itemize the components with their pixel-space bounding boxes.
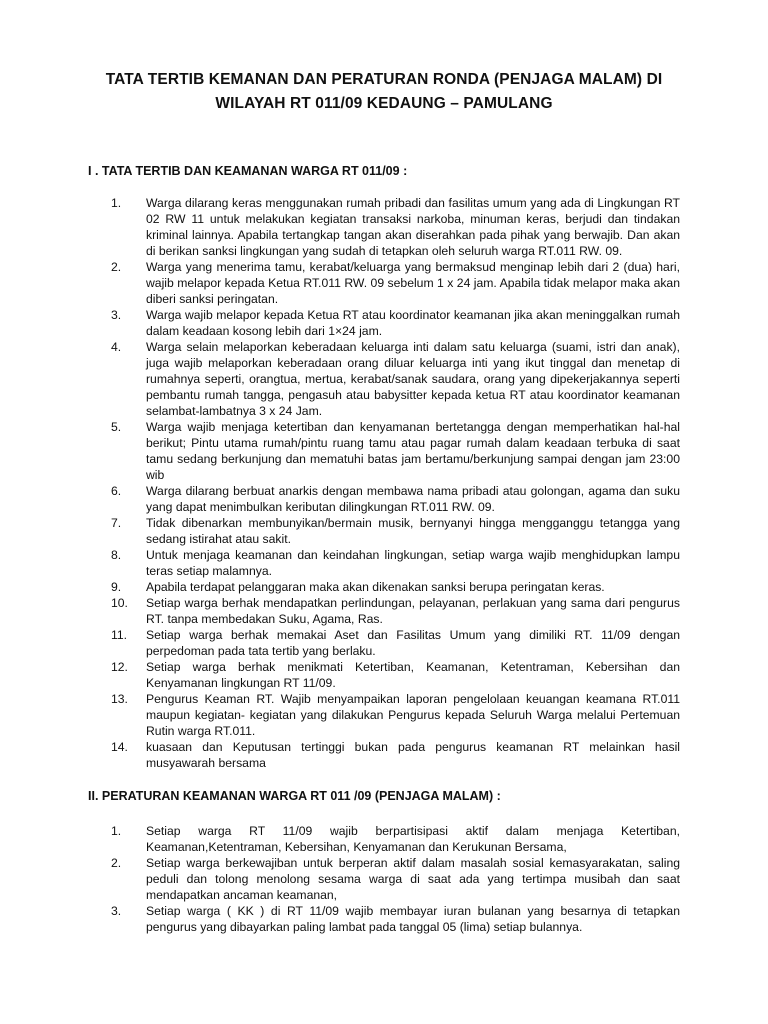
- list-item: [88, 823, 680, 855]
- list-item-text: Warga selain melaporkan keberadaan keluarga inti dalam satu keluarga (suami, istri dan anak), juga wajib melaporkan keberadaan orang diluar keluarga inti yang ikut tinggal dan menetap di rumahnya seperti, orangtua, mertua, kerabat/sanak saudara, orang yang dipekerjakannya seperti pembantu rumah tangga, pengasuh atau babysitter kepada ketua RT atau koordinator keamanan selambat-lambatnya 3 x 24 Jam.: [146, 340, 680, 418]
- list-item-text: kuasaan dan Keputusan tertinggi bukan pada pengurus keamanan RT melainkan hasil musyawarah bersama: [146, 740, 680, 770]
- list-item-text: Setiap warga berkewajiban untuk berperan aktif dalam masalah sosial kemasyarakatan, saling peduli dan tolong menolong sesama warga di saat ada yang tertimpa musibah dan saat mendapatkan ancaman keamanan,: [146, 856, 680, 902]
- list-item-text: Warga dilarang keras menggunakan rumah pribadi dan fasilitas umum yang ada di Lingkungan RT 02 RW 11 untuk melakukan kegiatan transaksi narkoba, minuman keras, berjudi dan tindakan kriminal lainnya. Apabila tertangkap tangan akan diserahkan pada pihak yang berwajib. Dan akan di berikan sanksi lingkungan yang sudah di tetapkan oleh seluruh warga RT.011 RW. 09.: [146, 196, 680, 258]
- list-item-number: 6.: [111, 484, 122, 498]
- list-item: [88, 339, 680, 419]
- list-item: [88, 659, 680, 691]
- list-item-number: 14.: [111, 740, 128, 754]
- list-item-text: Pengurus Keaman RT. Wajib menyampaikan laporan pengelolaan keuangan keamana RT.011 maupun kegiatan- kegiatan yang dilakukan Pengurus kepada Seluruh Warga melalui Pertemuan Rutin warga RT.011.: [146, 692, 680, 738]
- list-item: [88, 627, 680, 659]
- list-item-number: 12.: [111, 660, 128, 674]
- section-1-list: [88, 195, 680, 771]
- section-1-heading: I . TATA TERTIB DAN KEAMANAN WARGA RT 011/09 :: [88, 164, 408, 178]
- list-item-number: 7.: [111, 516, 122, 530]
- list-item-text: Setiap warga berhak memakai Aset dan Fasilitas Umum yang dimiliki RT. 11/09 dengan perpedoman pada tata tertib yang berlaku.: [146, 628, 680, 658]
- list-item: [88, 579, 680, 595]
- list-item-number: 10.: [111, 596, 128, 610]
- list-item-text: Setiap warga ( KK ) di RT 11/09 wajib membayar iuran bulanan yang besarnya di tetapkan pengurus yang dibayarkan paling lambat pada tanggal 05 (lima) setiap bulannya.: [146, 904, 680, 934]
- list-item-text: Warga wajib menjaga ketertiban dan kenyamanan bertetangga dengan memperhatikan hal-hal berikut; Pintu utama rumah/pintu ruang tamu atau pagar rumah dalam keadaan terbuka di saat tamu sedang berkunjung dan mematuhi batas jam bertamu/berkunjung sampai dengan jam 23:00 wib: [146, 420, 680, 482]
- list-item-number: 13.: [111, 692, 128, 706]
- list-item-number: 1.: [111, 196, 122, 210]
- list-item-text: Warga dilarang berbuat anarkis dengan membawa nama pribadi atau golongan, agama dan suku yang dapat menimbulkan keributan dilingkungan RT.011 RW. 09.: [146, 484, 680, 514]
- list-item: [88, 595, 680, 627]
- list-item-number: 1.: [111, 824, 122, 838]
- list-item-number: 11.: [111, 628, 128, 642]
- list-item: [88, 739, 680, 771]
- list-item-text: Apabila terdapat pelanggaran maka akan dikenakan sanksi berupa peringatan keras.: [146, 580, 605, 594]
- list-item-text: Setiap warga berhak menikmati Ketertiban, Keamanan, Ketentraman, Kebersihan dan Kenyamanan lingkungan RT 11/09.: [146, 660, 680, 690]
- list-item-number: 2.: [111, 260, 122, 274]
- list-item: [88, 515, 680, 547]
- list-item-text: Warga yang menerima tamu, kerabat/keluarga yang bermaksud menginap lebih dari 2 (dua) hari, wajib melapor kepada Ketua RT.011 RW. 09 sebelum 1 x 24 jam. Apabila tidak melapor maka akan diberi sanksi peringatan.: [146, 260, 680, 306]
- list-item: [88, 195, 680, 259]
- list-item: [88, 855, 680, 903]
- list-item-text: Warga wajib melapor kepada Ketua RT atau koordinator keamanan jika akan meninggalkan rumah dalam keadaan kosong lebih dari 1×24 jam.: [146, 308, 680, 338]
- list-item-number: 2.: [111, 856, 122, 870]
- list-item-text: Untuk menjaga keamanan dan keindahan lingkungan, setiap warga wajib menghidupkan lampu teras setiap malamnya.: [146, 548, 680, 578]
- list-item: [88, 903, 680, 935]
- list-item-number: 5.: [111, 420, 122, 434]
- list-item-number: 3.: [111, 904, 122, 918]
- list-item: [88, 259, 680, 307]
- list-item-text: Tidak dibenarkan membunyikan/bermain musik, bernyanyi hingga mengganggu tetangga yang sedang istirahat atau sakit.: [146, 516, 680, 546]
- list-item-number: 3.: [111, 308, 122, 322]
- list-item-number: 9.: [111, 580, 122, 594]
- list-item-text: Setiap warga RT 11/09 wajib berpartisipasi aktif dalam menjaga Ketertiban, Keamanan,Ketentraman, Kebersihan, Kenyamanan dan Kerukunan Bersama,: [146, 824, 680, 854]
- list-item: [88, 547, 680, 579]
- list-item: [88, 483, 680, 515]
- list-item: [88, 419, 680, 483]
- list-item: [88, 691, 680, 739]
- section-2-list: [88, 823, 680, 935]
- document-title: TATA TERTIB KEMANAN DAN PERATURAN RONDA (PENJAGA MALAM) DI WILAYAH RT 011/09 KEDAUNG – PAMULANG: [105, 71, 663, 112]
- list-item-number: 4.: [111, 340, 122, 354]
- list-item-number: 8.: [111, 548, 122, 562]
- section-2-heading: II. PERATURAN KEAMANAN WARGA RT 011 /09 (PENJAGA MALAM) :: [88, 789, 501, 803]
- list-item-text: Setiap warga berhak mendapatkan perlindungan, pelayanan, perlakuan yang sama dari pengurus RT. tanpa membedakan Suku, Agama, Ras.: [146, 596, 680, 626]
- list-item: [88, 307, 680, 339]
